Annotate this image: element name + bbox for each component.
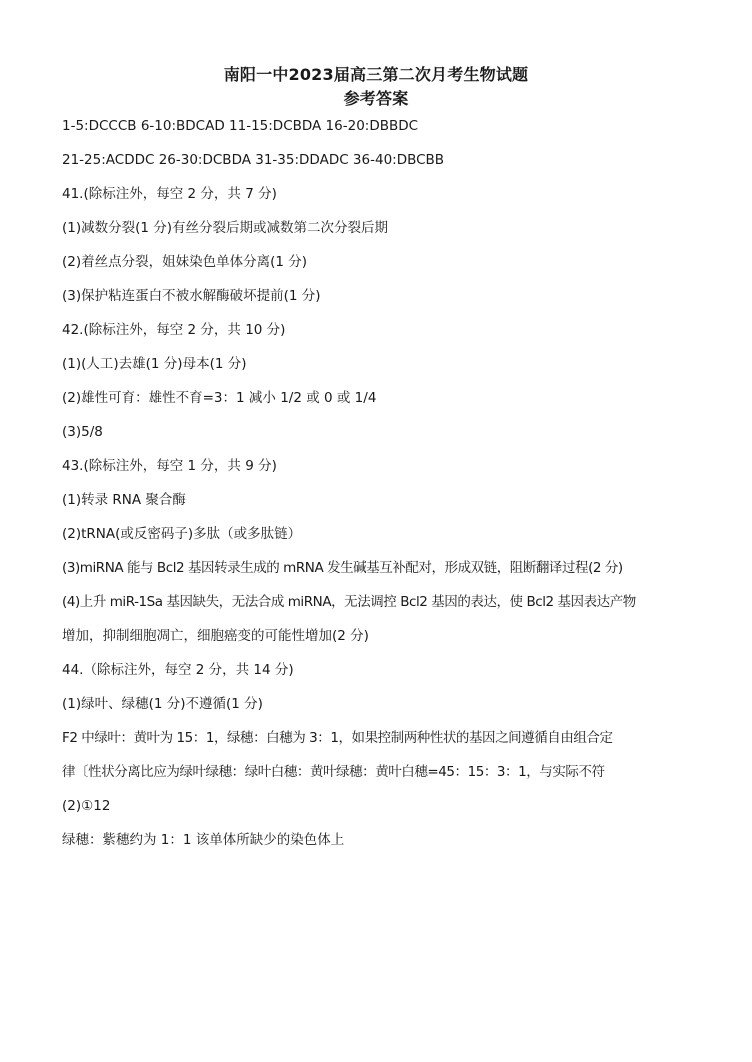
- answer-line: (4)上升 miR-1Sa 基因缺失，无法合成 miRNA，无法调控 Bcl2 基因的表达，使 Bcl2 基因表达产物: [62, 594, 636, 610]
- answer-line: (1)(人工)去雄(1 分)母本(1 分): [62, 356, 247, 372]
- answer-line: (1)转录 RNA 聚合酶: [62, 492, 186, 508]
- answer-line: 1-5:DCCCB 6-10:BDCAD 11-15:DCBDA 16-20:DBBDC: [62, 118, 419, 134]
- answer-line: 律〔性状分离比应为绿叶绿穗：绿叶白穗：黄叶绿穗：黄叶白穗=45：15：3：1，与实际不符: [62, 764, 605, 780]
- answer-line: F2 中绿叶：黄叶为 15：1，绿穗：白穗为 3：1，如果控制两种性状的基因之间遵循自由组合定: [62, 730, 613, 746]
- answer-line: 绿穗：紫穗约为 1：1 该单体所缺少的染色体上: [62, 832, 345, 848]
- answer-line: (2)着丝点分裂，姐妹染色单体分离(1 分): [62, 254, 308, 270]
- answer-line: (3)保护粘连蛋白不被水解酶破坏提前(1 分): [62, 288, 321, 304]
- answer-line: 21-25:ACDDC 26-30:DCBDA 31-35:DDADC 36-40:DBCBB: [62, 152, 445, 168]
- answer-line: (3)miRNA 能与 Bcl2 基因转录生成的 mRNA 发生碱基互补配对，形成双链，阻断翻译过程(2 分): [62, 560, 623, 576]
- answer-line: 42.(除标注外，每空 2 分，共 10 分): [62, 322, 286, 338]
- document-subtitle: 参考答案: [343, 89, 409, 108]
- answer-line: 增加，抑制细胞凋亡，细胞癌变的可能性增加(2 分): [62, 628, 369, 644]
- answer-line: (2)①12: [62, 798, 111, 814]
- answer-line: (1)减数分裂(1 分)有丝分裂后期或减数第二次分裂后期: [62, 220, 389, 236]
- answer-line: (3)5/8: [62, 424, 103, 440]
- document-title: 南阳一中2023届高三第二次月考生物试题: [223, 65, 529, 84]
- answer-line: (1)绿叶、绿穗(1 分)不遵循(1 分): [62, 696, 263, 712]
- answer-line: 44.（除标注外，每空 2 分，共 14 分): [62, 662, 294, 678]
- answer-line: (2)雄性可育：雄性不育=3：1 减小 1/2 或 0 或 1/4: [62, 390, 377, 406]
- answer-line: (2)tRNA(或反密码子)多肽（或多肽链）: [62, 526, 302, 542]
- answer-line: 41.(除标注外，每空 2 分，共 7 分): [62, 186, 277, 202]
- answer-line: 43.(除标注外，每空 1 分，共 9 分): [62, 458, 277, 474]
